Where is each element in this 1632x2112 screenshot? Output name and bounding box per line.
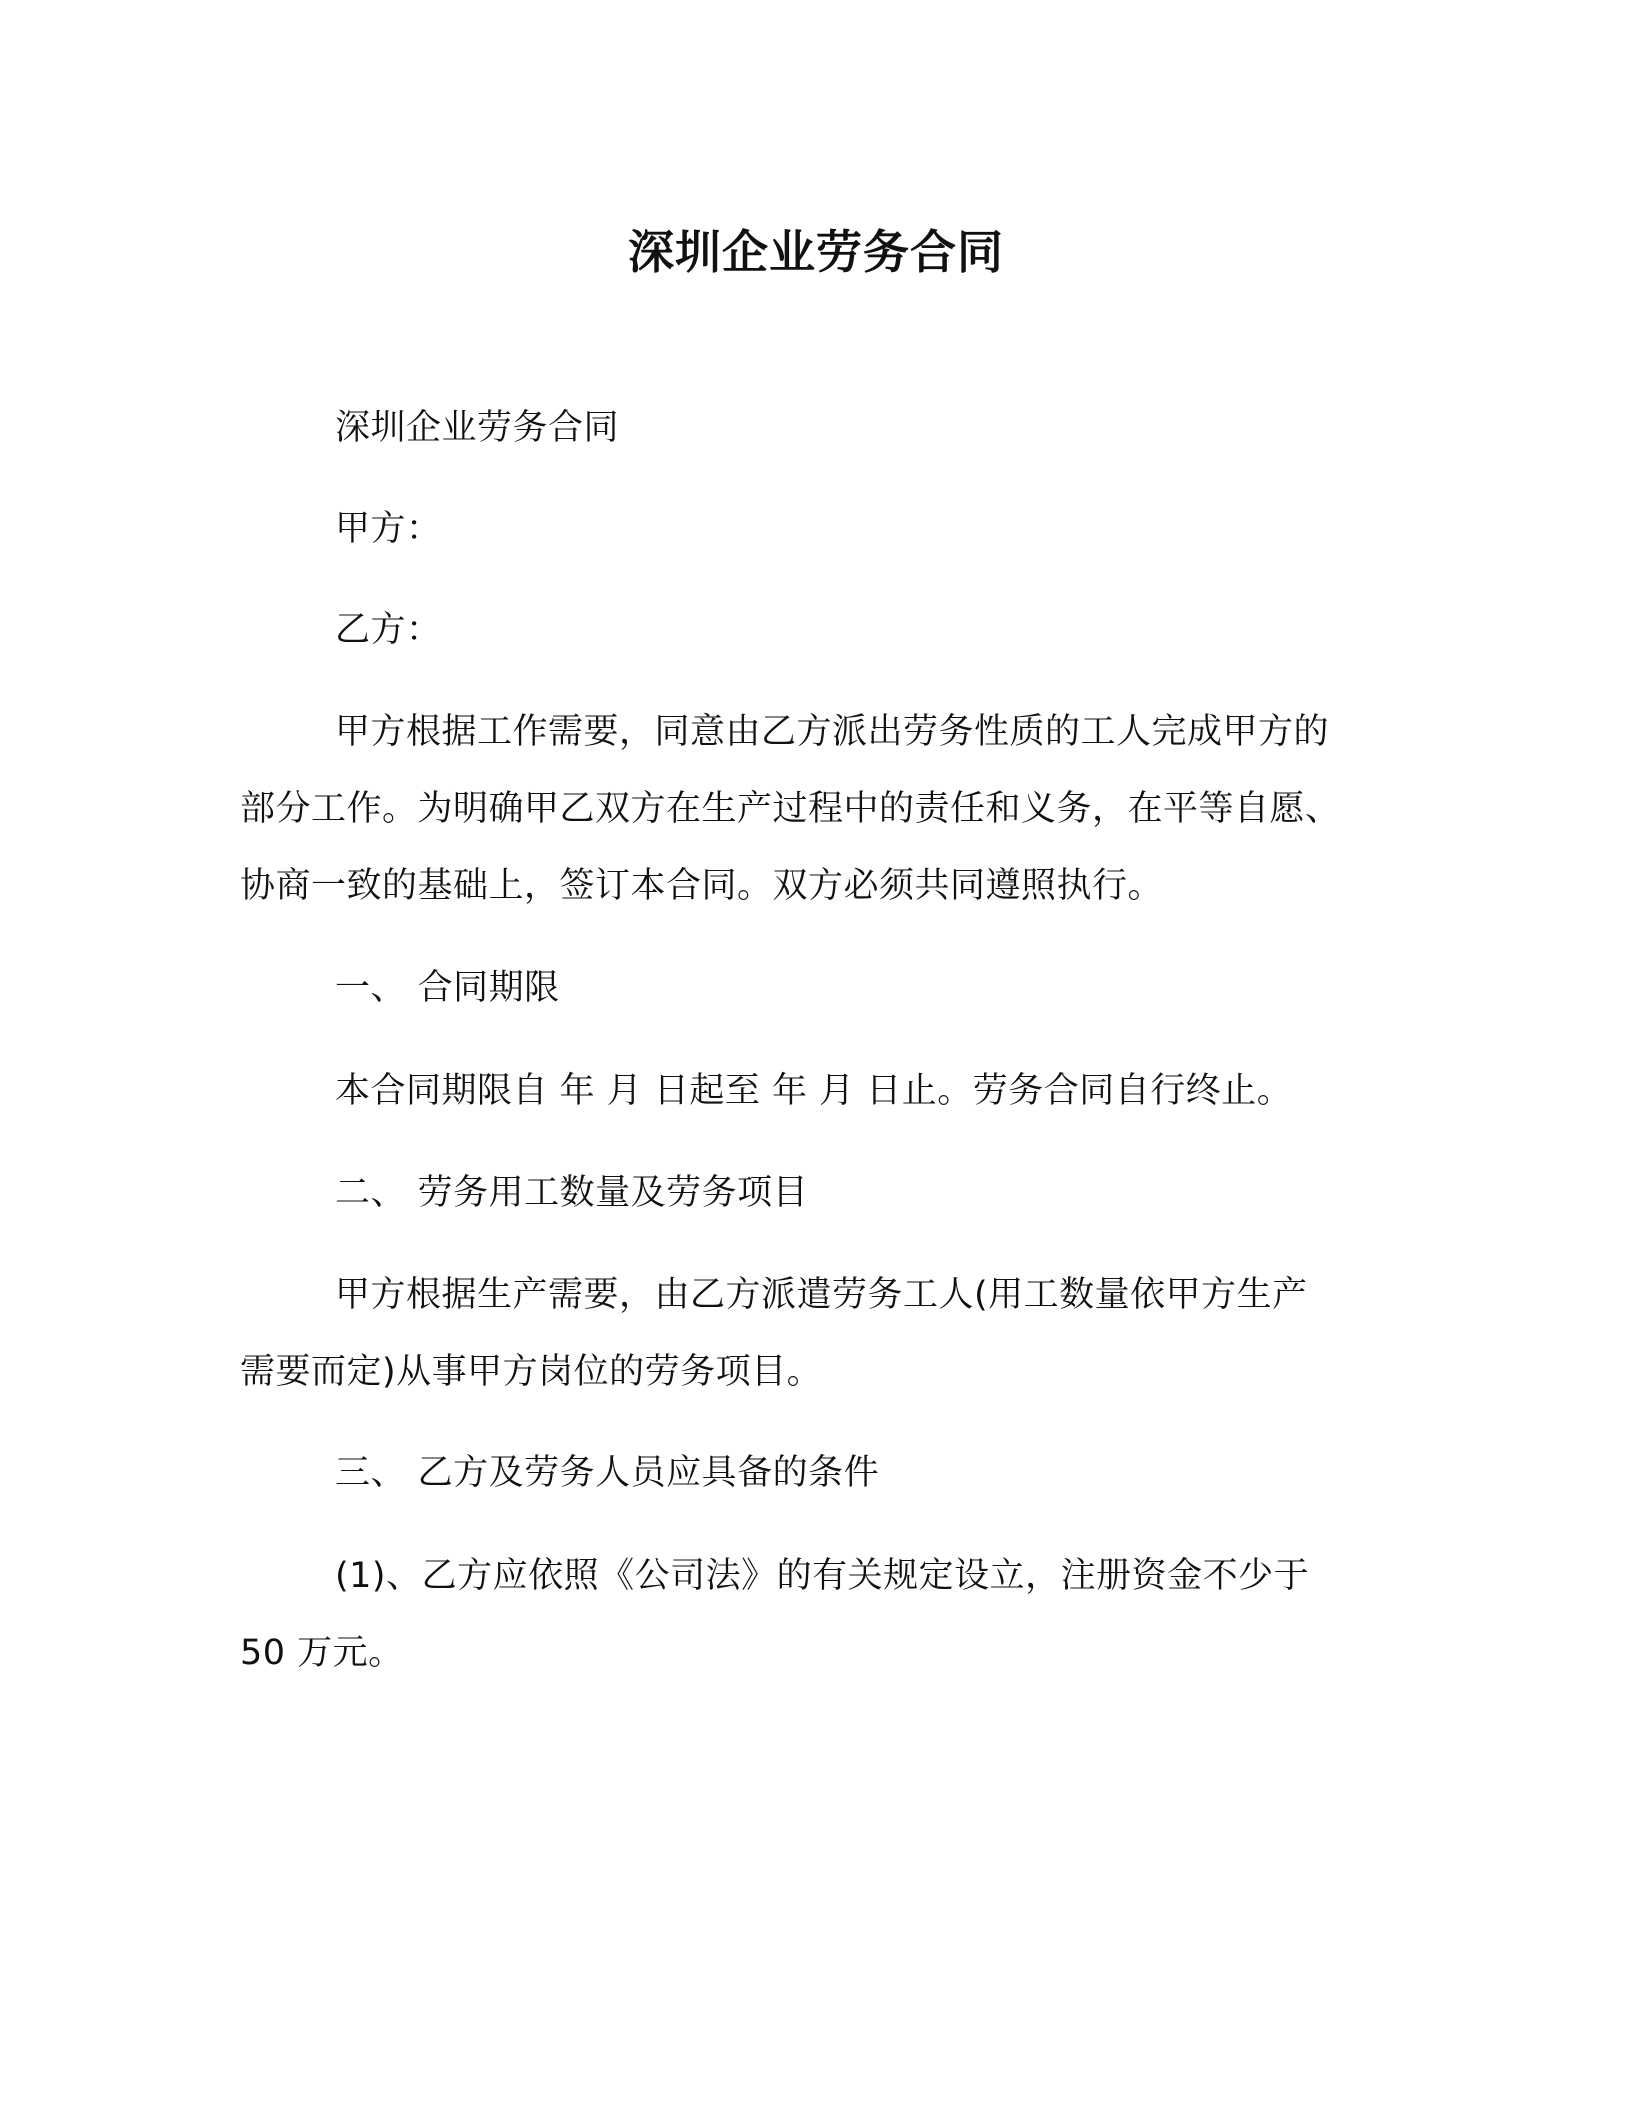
section-heading-1 (240, 950, 1390, 1027)
paragraph-heading-repeat (240, 390, 1390, 467)
paragraph-line: 协商一致的基础上，签订本合同。双方必须共同遵照执行。 (240, 866, 1164, 906)
paragraph-labor-items (240, 1257, 1390, 1411)
paragraph-condition-1 (240, 1538, 1390, 1692)
document-title: 深圳企业劳务合同 (628, 225, 1004, 279)
paragraph-line: 需要而定)从事甲方岗位的劳务项目。 (240, 1352, 823, 1392)
paragraph-line: 甲方根据工作需要，同意由乙方派出劳务性质的工人完成甲方的 (335, 712, 1330, 752)
paragraph-line: 一、 合同期限 (335, 968, 560, 1008)
section-heading-2 (240, 1155, 1390, 1232)
paragraph-party-a (240, 491, 1390, 568)
paragraph-term (240, 1053, 1390, 1130)
paragraph-line: 50 万元。 (240, 1633, 404, 1673)
paragraph-line: 深圳企业劳务合同 (335, 408, 620, 448)
paragraph-line: 乙方： (335, 610, 442, 650)
paragraph-party-b (240, 592, 1390, 669)
paragraph-line: 本合同期限自 年 月 日起至 年 月 日止。劳务合同自行终止。 (335, 1071, 1293, 1111)
section-heading-3 (240, 1435, 1390, 1512)
paragraph-line: 甲方根据生产需要，由乙方派遣劳务工人(用工数量依甲方生产 (335, 1275, 1308, 1315)
paragraph-line: 部分工作。为明确甲乙双方在生产过程中的责任和义务，在平等自愿、 (240, 789, 1341, 829)
paragraph-line: 三、 乙方及劳务人员应具备的条件 (335, 1453, 880, 1493)
paragraph-line: 二、 劳务用工数量及劳务项目 (335, 1173, 809, 1213)
paragraph-line: 甲方： (335, 509, 442, 549)
paragraph-preamble (240, 694, 1390, 925)
paragraph-line: (1)、乙方应依照《公司法》的有关规定设立，注册资金不少于 (335, 1556, 1310, 1596)
